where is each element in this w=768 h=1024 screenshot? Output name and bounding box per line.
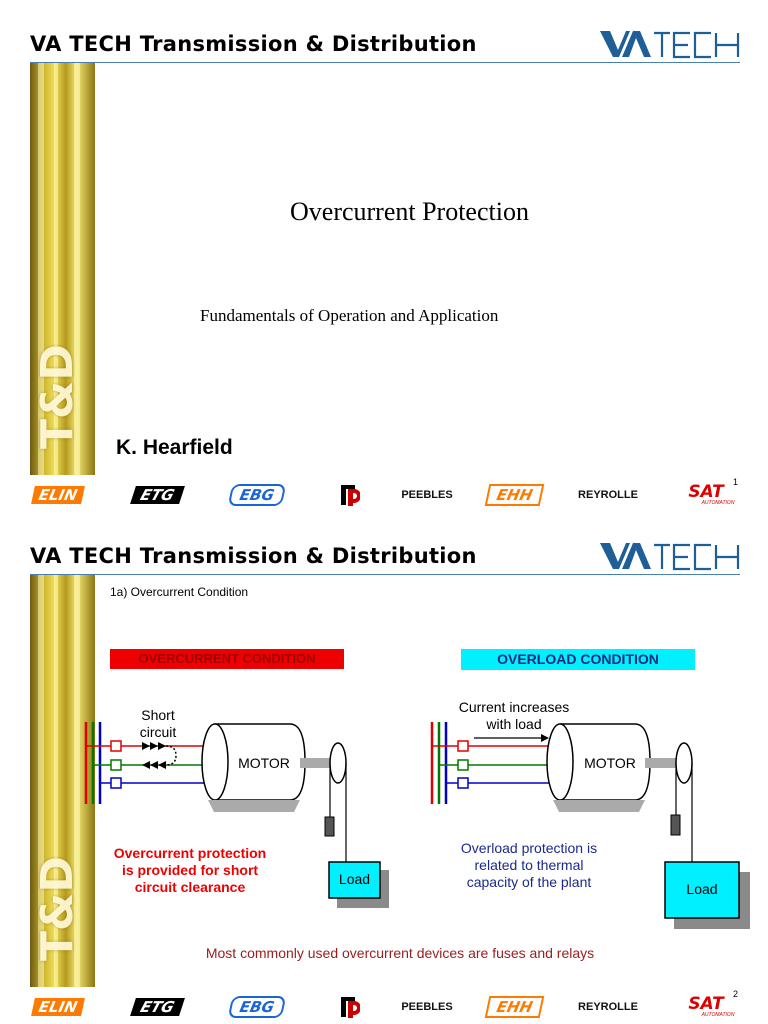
- current-increase-arrow: [474, 734, 549, 742]
- right-load-label: Load: [686, 881, 718, 897]
- header-title: VA TECH Transmission & Distribution: [30, 544, 477, 568]
- short-circuit-arrows: [142, 742, 166, 769]
- slide-2: [0, 512, 768, 1024]
- elin-logo-text: ELIN: [31, 486, 85, 504]
- header-title: VA TECH Transmission & Distribution: [30, 32, 477, 56]
- footer-logos: [26, 993, 744, 1018]
- left-relay-blue: [111, 778, 121, 788]
- short-circuit-label: [128, 707, 188, 741]
- author: K. Hearfield: [116, 436, 233, 459]
- right-relay-red: [458, 741, 468, 751]
- ehh-logo: [482, 484, 548, 506]
- reyrolle-logo: REYROLLE: [578, 489, 638, 501]
- right-relay-blue: [458, 778, 468, 788]
- ebg-logo-text: EBG: [228, 484, 287, 506]
- sat-logo-text: SAT: [688, 481, 724, 502]
- sat-logo: [666, 481, 746, 506]
- header-divider: [30, 62, 740, 63]
- ebg-logo: [222, 484, 292, 506]
- right-relay-green: [458, 760, 468, 770]
- page-number: 2: [732, 989, 738, 999]
- overcurrent-note-line-1: Overcurrent protection: [113, 845, 267, 861]
- section-heading: 1a) Overcurrent Condition: [110, 585, 249, 599]
- elin-logo-text: ELIN: [31, 998, 85, 1016]
- fp-logo: [336, 996, 362, 1018]
- short-circuit-link: [166, 746, 176, 765]
- sat-logo-subtext: AUTOMATION: [701, 499, 735, 506]
- short-circuit-line-2: circuit: [139, 724, 177, 740]
- etg-logo-text: ETG: [130, 486, 185, 504]
- ehh-logo-text: EHH: [485, 996, 545, 1018]
- ehh-logo: [482, 996, 548, 1018]
- ebg-logo: [222, 996, 292, 1018]
- left-motor: [202, 724, 346, 862]
- elin-logo: [26, 484, 90, 506]
- short-circuit-line-1: Short: [141, 707, 175, 723]
- slide-title: Overcurrent Protection: [290, 197, 529, 226]
- sidebar-decoration: [30, 63, 95, 475]
- sidebar-td-text: T&D: [32, 856, 83, 962]
- overload-note-line-3: capacity of the plant: [466, 874, 592, 890]
- peebles-logo: PEEBLES: [401, 489, 453, 501]
- right-motor-label: MOTOR: [584, 755, 636, 771]
- right-busbars: [432, 722, 446, 804]
- overcurrent-note-line-3: circuit clearance: [134, 879, 246, 895]
- overload-note: [449, 840, 609, 891]
- overcurrent-condition-label: OVERCURRENT CONDITION: [110, 649, 344, 669]
- vatech-logo: [600, 28, 742, 60]
- fp-logo: [336, 484, 362, 506]
- bottom-note: Most commonly used overcurrent devices are fuses and relays: [205, 945, 595, 961]
- sat-logo-text: SAT: [688, 993, 724, 1014]
- left-relay-red: [111, 741, 121, 751]
- left-motor-label: MOTOR: [238, 755, 290, 771]
- etg-logo-text: ETG: [130, 998, 185, 1016]
- sidebar-td-text: T&D: [32, 344, 83, 450]
- sat-logo-subtext: AUTOMATION: [701, 1011, 735, 1018]
- current-increases-line-2: with load: [486, 716, 542, 732]
- sat-logo: [666, 993, 746, 1018]
- overcurrent-note-line-2: is provided for short: [121, 862, 259, 878]
- fp-logo-mark: [338, 484, 360, 506]
- overload-condition-label: OVERLOAD CONDITION: [461, 649, 695, 670]
- etg-logo: [122, 996, 192, 1018]
- left-busbars: [86, 722, 100, 804]
- page-number: 1: [732, 477, 738, 487]
- left-relay-green: [111, 760, 121, 770]
- ebg-logo-text: EBG: [228, 996, 287, 1018]
- overcurrent-note: [105, 845, 275, 896]
- reyrolle-logo: REYROLLE: [578, 1001, 638, 1013]
- ehh-logo-text: EHH: [485, 484, 545, 506]
- elin-logo: [26, 996, 90, 1018]
- current-increases-label: [444, 699, 584, 733]
- fp-logo-mark: [338, 996, 360, 1018]
- footer-logos: [26, 481, 744, 506]
- peebles-logo: PEEBLES: [401, 1001, 453, 1013]
- left-load-label: Load: [338, 871, 371, 887]
- current-increases-line-1: Current increases: [458, 699, 570, 715]
- overload-note-line-1: Overload protection is: [460, 840, 598, 856]
- etg-logo: [122, 484, 192, 506]
- overload-note-line-2: related to thermal: [474, 857, 584, 873]
- slide-subtitle: Fundamentals of Operation and Application: [200, 306, 499, 325]
